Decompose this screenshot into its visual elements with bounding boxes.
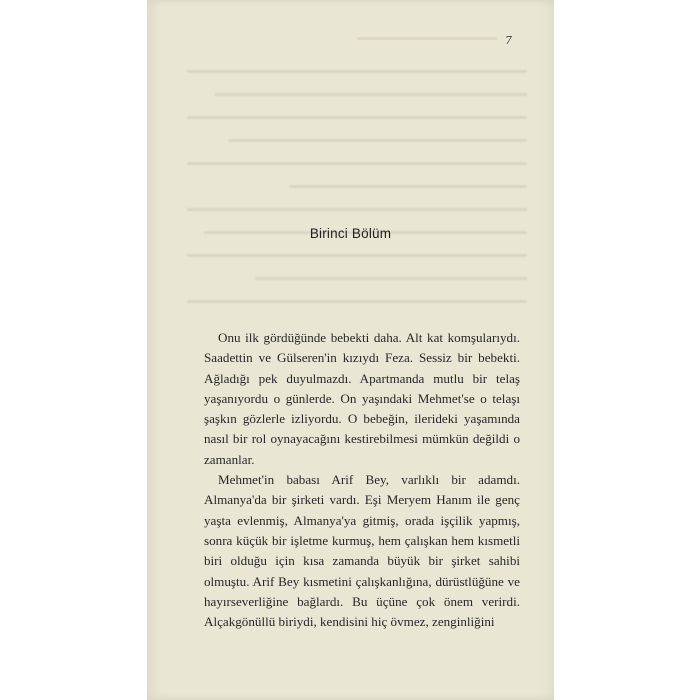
paragraph-2: Mehmet'in babası Arif Bey, varlıklı bir adamdı. Almanya'da bir şirketi vardı. Eşi Meryem Hanım ile genç yaşta evlenmiş, Almanya'ya gitmiş, orada işçilik yapmış, sonra küçük bir işletme kurmuş, hem çalışkan hem kısmetli biri olduğu için kısa zamanda büyük bir şirket sahibi olmuştu. Arif Bey kısmetini çalışkanlığına, dürüstlüğüne ve hayırseverliğine bağlardı. Bu üçüne çok önem verirdi. Alçakgönüllü biriydi, kendisini hiç övmez, zenginliğini — [204, 472, 520, 630]
body-text — [204, 328, 520, 632]
chapter-title: Birinci Bölüm — [309, 226, 392, 241]
page-header — [207, 34, 526, 48]
page-number: 7 — [505, 34, 512, 47]
bleed-through-texture — [187, 70, 527, 323]
running-head — [357, 37, 497, 40]
book-page — [147, 0, 554, 700]
paragraph-1: Onu ilk gördüğünde bebekti daha. Alt kat komşularıydı. Saadettin ve Gülseren'in kızıydı Feza. Sessiz bir bebekti. Ağladığı pek duyulmazdı. Apartmanda mutlu bir telaş yaşanıyordu o günlerde. On yaşındaki Mehmet'se o telaşı şaşkın gözlerle izliyordu. O bebeğin, ilerideki yaşamında nasıl bir rol oynayacağını kestirebilmesi mümkün değildi o zamanlar. — [204, 330, 520, 467]
